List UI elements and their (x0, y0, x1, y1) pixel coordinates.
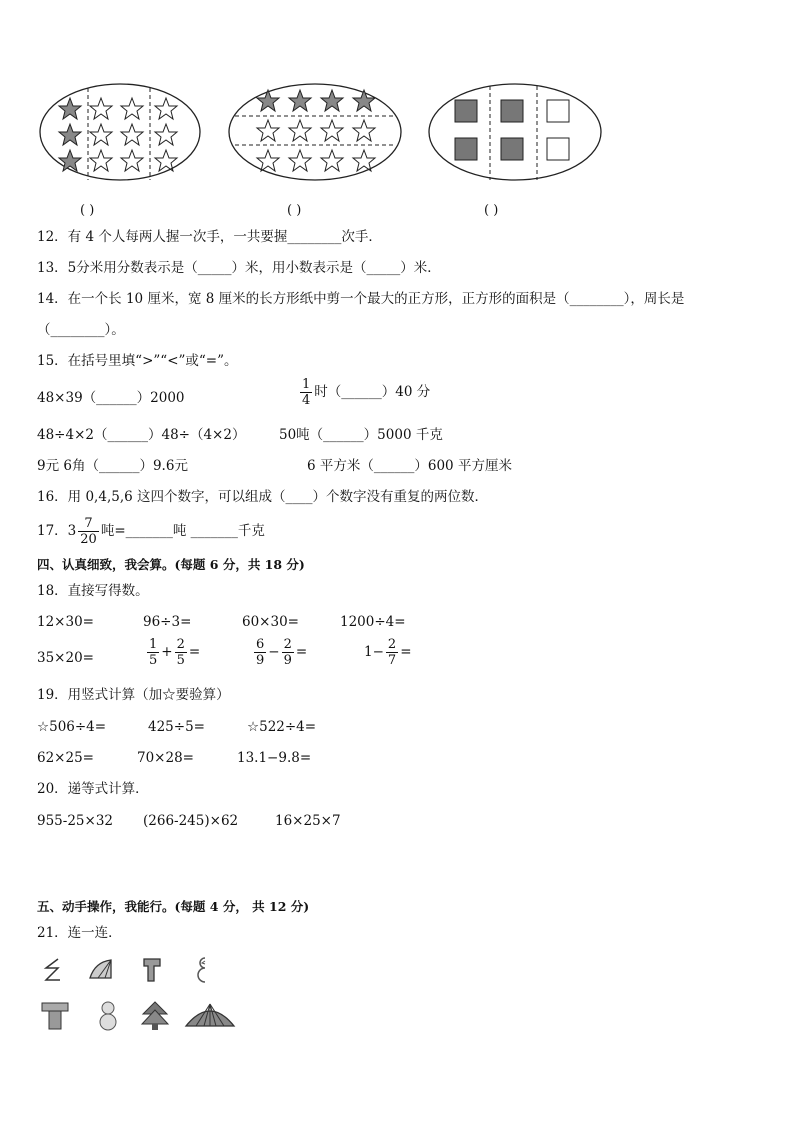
question-21: 21．连一连． (37, 925, 122, 941)
figure-answer-2[interactable]: ( ) (287, 203, 302, 218)
question-14-line2: （________）。 (37, 322, 125, 338)
question-14-line1: 14．在一个长 10 厘米，宽 8 厘米的长方形纸中剪一个最大的正方形，正方形的面积是（________），周长是 (37, 291, 685, 307)
figure-stars-2 (225, 80, 405, 190)
q18-item-6: $\frac{1}{5}$ + $\frac{2}{5}$ = (149, 637, 201, 668)
figure-answer-1[interactable]: ( ) (80, 203, 95, 218)
q20-item-3: 16×25×7 (275, 813, 341, 829)
section-4-heading: 四、认真细致，我会算。(每题 6 分，共 18 分) (37, 557, 305, 572)
figure-answer-3[interactable]: ( ) (484, 203, 499, 218)
q19-item-1: ☆506÷4= (37, 719, 107, 735)
question-19: 19．用竖式计算（加☆要验算） (37, 687, 230, 703)
question-12: 12．有 4 个人每两人握一次手，一共要握________次手． (37, 229, 382, 245)
q18-item-7: $\frac{6}{9}$ − $\frac{2}{9}$ = (256, 637, 308, 668)
question-17: 17．3 $\frac{7}{20}$ 吨=_______吨 _______千克 (37, 516, 265, 547)
q15-item-e: 9元 6角（______）9.6元 (37, 458, 188, 474)
q19-item-4: 62×25= (37, 750, 94, 766)
q15-item-d: 50吨（______）5000 千克 (279, 427, 443, 443)
house-shape[interactable] (38, 1000, 72, 1032)
fraction-7-20: $\frac{7}{20}$ (80, 516, 97, 547)
half-umbrella-shape[interactable] (38, 956, 68, 984)
q18-item-5: 35×20= (37, 650, 94, 666)
q19-item-5: 70×28= (137, 750, 194, 766)
q18-item-1: 12×30= (37, 614, 94, 630)
q18-item-2: 96÷3= (143, 614, 192, 630)
fraction-quarter: $\frac{1}{4}$ (302, 377, 311, 408)
q18-item-3: 60×30= (242, 614, 299, 630)
q19-item-3: ☆522÷4= (247, 719, 317, 735)
q15-item-b: $\frac{1}{4}$ 时（______）40 分 (302, 377, 431, 408)
figure-stars-1 (35, 80, 205, 190)
section-5-heading: 五、动手操作，我能行。(每题 4 分， 共 12 分) (37, 899, 310, 914)
question-20: 20．递等式计算． (37, 781, 149, 797)
question-18: 18．直接写得数。 (37, 583, 149, 599)
q18-item-8: 1− $\frac{2}{7}$ = (364, 637, 412, 668)
q15-item-c: 48÷4×2（______）48÷（4×2） (37, 427, 246, 443)
snowman-shape[interactable] (93, 998, 123, 1032)
q20-item-2: (266-245)×62 (143, 813, 239, 829)
q15-item-f: 6 平方米（______）600 平方厘米 (307, 458, 512, 474)
question-15: 15．在括号里填“>”“<”或“=”。 (37, 353, 238, 369)
half-fan-shape[interactable] (87, 956, 117, 984)
q18-item-4: 1200÷4= (340, 614, 406, 630)
figure-squares (425, 80, 605, 190)
q20-item-1: 955-25×32 (37, 813, 113, 829)
q15-item-a: 48×39（______）2000 (37, 390, 185, 406)
question-13: 13．5分米用分数表示是（_____）米，用小数表示是（_____）米． (37, 260, 441, 276)
tree-shape[interactable] (138, 1000, 172, 1032)
q19-item-6: 13.1−9.8= (237, 750, 312, 766)
half-house-shape[interactable] (140, 956, 170, 984)
umbrella-shape[interactable] (184, 1002, 236, 1032)
question-16: 16．用 0,4,5,6 这四个数字，可以组成（____）个数字没有重复的两位数． (37, 489, 488, 505)
half-snowman-shape[interactable] (190, 955, 220, 985)
q19-item-2: 425÷5= (148, 719, 205, 735)
